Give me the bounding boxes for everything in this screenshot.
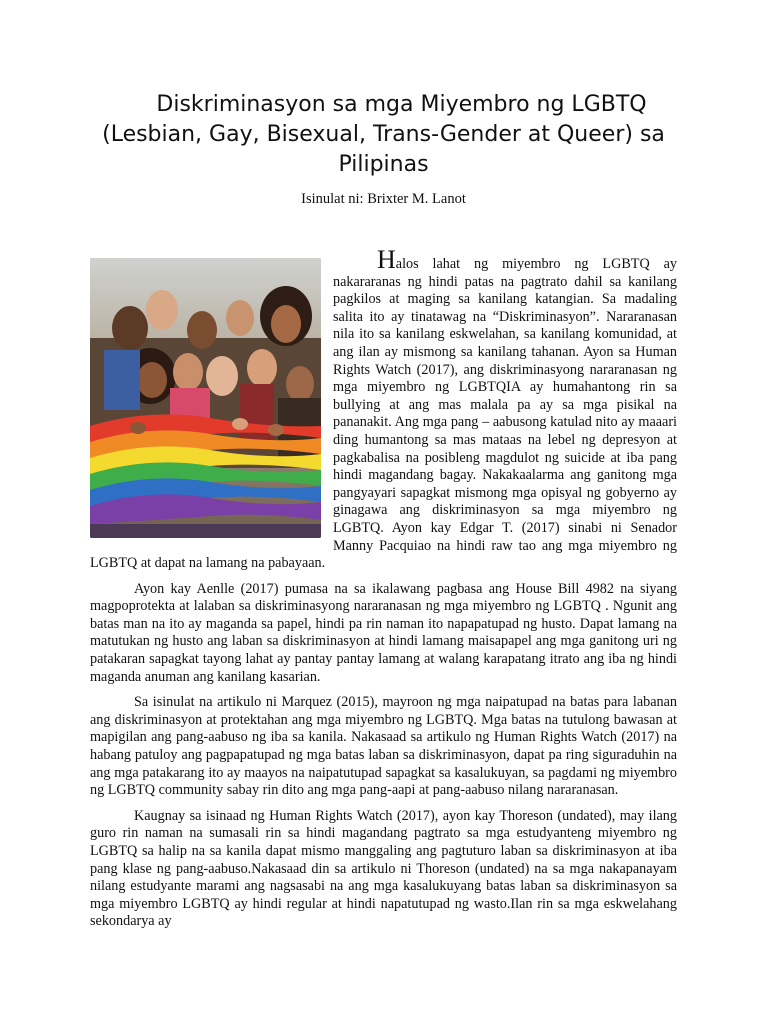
document-title — [80, 90, 687, 180]
paragraph-3: Sa isinulat na artikulo ni Marquez (2015), mayroon ng mga naipatupad na batas para labanan ang diskriminasyon at protektahan ang mga miyembro ng LGBTQ. Mga batas na tutulong bawasan at mapigilan ang pang-aabuso ng iba sa kanila. Nakasaad sa artikulo ng Human Rights Watch (2017) na habang patuloy ang pagpapatupad ng mga batas laban sa diskriminasyon, dapat pa ring siguraduhin na ang mga patakarang ito ay maayos na naipatutupad sapagkat sa kasalukuyan, sa pagdami ng miyembro ng LGBTQ community sabay rin dito ang mga pang-aapi at pang-aabuso nilang nararanasan. — [90, 694, 677, 799]
author-byline: Isinulat ni: Brixter M. Lanot — [301, 191, 466, 207]
title-line-1: Diskriminasyon sa mga Miyembro ng LGBTQ — [156, 92, 647, 117]
paragraph-4: Kaugnay sa isinaad ng Human Rights Watch (2017), ayon kay Thoreson (undated), may ilang guro rin naman na sumasali rin sa hindi magandang pagtrato sa mga estudyanteng miyembro ng LGBTQ sa halip na sa kanila dapat mismo manggaling ang pagtuturo laban sa diskriminasyon at iba pang klase ng pang-aabuso.Nakasaad din sa artikulo ni Thoreson (undated) na sa mga nakapanayam nilang estudyante marami ang nagsasabi na ang mga kasalukuyang batas laban sa diskriminasyon sa mga miyembro LGBTQ ay hindi regular at hindi napatutupad ng wasto.Ilan rin sa mga eskwelahang sekondarya ay — [90, 807, 677, 930]
document-page — [90, 0, 677, 1024]
article-body — [90, 245, 677, 939]
group-photo-rainbow-flag-image — [90, 258, 321, 538]
title-line-2: (Lesbian, Gay, Bisexual, Trans-Gender at Queer) sa Pilipinas — [102, 122, 665, 177]
photo-illustration — [90, 258, 321, 538]
drop-cap: H — [377, 245, 396, 274]
paragraph-2: Ayon kay Aenlle (2017) pumasa na sa ikalawang pagbasa ang House Bill 4982 na siyang magpoprotekta at lalaban sa diskriminasyong nararanasan ng mga miyembro ng LGBTQ . Ngunit ang batas man na ito ay maganda sa papel, hindi pa rin naman ito napapatupad ng husto. Dapat lamang na matutukan ng husto ang laban sa diskriminasyon at hindi lamang maisapapel ang mga ganitong uri ng patakaran sapagkat tayong lahat ay pantay pantay lamang at walang karapatang itrato ang iba ng hindi maganda anuman ang kanilang kasarian. — [90, 580, 677, 685]
paragraph-1-text: alos lahat ng miyembro ng LGBTQ ay nakararanas ng hindi patas na pagtrato dahil sa kanilang pagkilos at maging sa kanilang katangian. Sa madaling salita ito ay tinatawag na “Diskriminasyon”. Nararanasan nila ito sa kanilang eskwelahan, sa kanilang komunidad, at ang ilan ay mismong sa kanilang tahanan. Ayon sa Human Rights Watch (2017), ang diskriminasyong nararanasan ng mga miyembro ng LGBTQIA ay humahantong rin sa bullying at ang mas malala pa ay sa mga pisikal na pananakit. Ang mga pang – aabusong katulad nito ay maaari ding humantong sa mas mataas na lebel ng depresyon at pagkabalisa na posibleng magdulot ng suicide at iba pang hindi magandang bagay. Nakakaalarma ang ganitong mga pangyayari sapagkat mismong mga opisyal ng gobyerno ay ginagawa ang diskriminasyon sa mga miyembro ng LGBTQ. Ayon kay Edgar T. (2017) sinabi ni Senador Manny Pacquiao na hindi raw tao ang mga miyembro ng LGBTQ at dapat na lamang na pabayaan. — [90, 256, 677, 572]
